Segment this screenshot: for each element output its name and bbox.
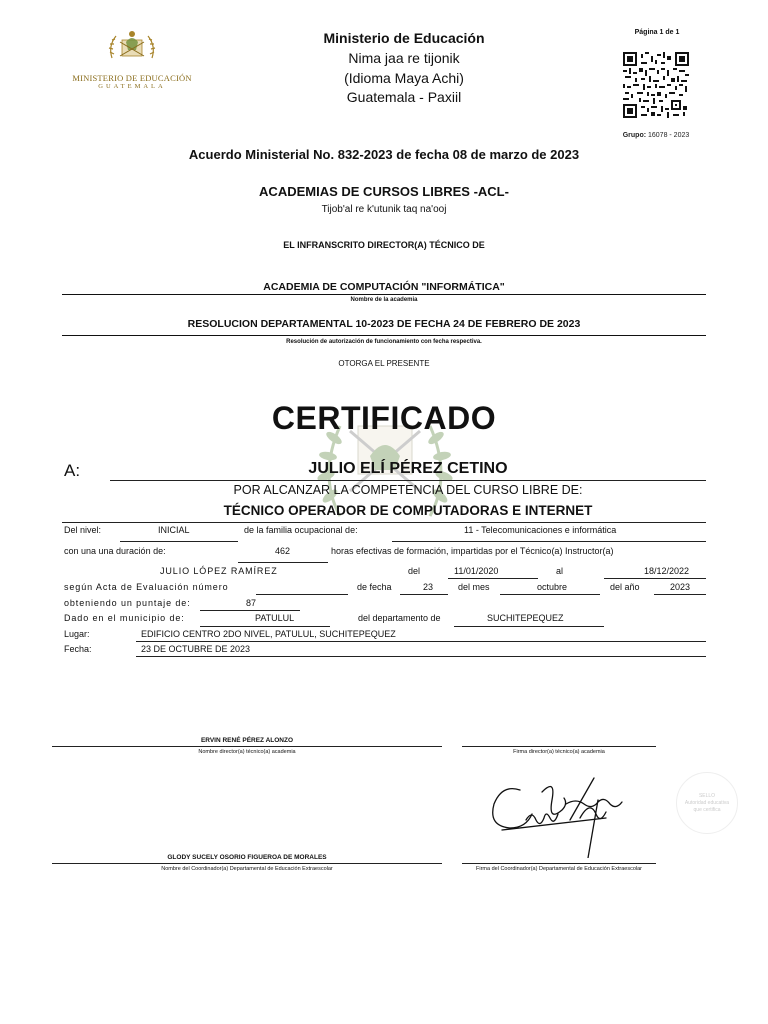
year-underline [654,594,706,595]
coordinator-signature [482,770,642,858]
month-label: del mes [458,582,490,592]
stamp-line-3: que certifica [693,807,721,813]
logo-title: MINISTERIO DE EDUCACIÓN [72,73,192,83]
year-label: del año [610,582,640,592]
issue-date-underline [136,656,706,657]
level-value: INICIAL [158,525,190,535]
group-value: 16078 - 2023 [648,132,690,139]
coordinator-signature-label: Firma del Coordinador(a) Departamental de Educación Extraescolar [476,866,642,872]
year-value: 2023 [670,582,691,592]
duration-value: 462 [275,546,291,556]
municipality-underline [200,626,330,627]
issue-date-value: 23 DE OCTUBRE DE 2023 [141,644,251,654]
stamp-line-2: Autoridad educativa [684,800,730,806]
ministry-title: Ministerio de Educación [323,30,485,46]
place-underline [136,641,706,642]
academy-name: ACADEMIA DE COMPUTACIÓN "INFORMÁTICA" [263,281,505,293]
score-underline [200,610,300,611]
month-underline [500,594,600,595]
resolution-label: Resolución de autorización de funcionamiento con fecha respectiva. [286,339,482,345]
evaluation-act-label: según Acta de Evaluación número [64,582,229,592]
header-line-1: Nima jaa re tijonik [348,50,460,66]
score-value: 87 [246,598,257,608]
recipient-underline [110,480,706,481]
achievement-text: POR ALCANZAR LA COMPETENCIA DEL CURSO LIBRE DE: [233,483,583,497]
director-name: ERVIN RENÉ PÉREZ ALONZO [200,737,294,744]
ministry-logo [68,28,196,88]
municipality-label: Dado en el municipio de: [64,613,185,623]
family-label: de la familia ocupacional de: [244,525,358,535]
department-underline [454,626,604,627]
academy-name-underline [62,294,706,295]
stamp-line-1: SELLO [698,793,716,799]
grants-text: OTORGA EL PRESENTE [338,359,430,368]
issue-date-label: Fecha: [64,644,92,654]
to-date: 18/12/2022 [644,566,690,576]
date-label: de fecha [357,582,392,592]
coordinator-name: GLODY SUCELY OSORIO FIGUEROA DE MORALES [167,854,327,861]
ministerial-agreement: Acuerdo Ministerial No. 832-2023 de fecha 08 de marzo de 2023 [188,147,580,162]
header-line-2: (Idioma Maya Achi) [344,70,464,86]
to-label: al [556,566,564,576]
header-line-3: Guatemala - Paxiil [346,89,462,105]
place-value: EDIFICIO CENTRO 2DO NIVEL, PATULUL, SUCHITEPEQUEZ [141,629,396,639]
department-value: SUCHITEPEQUEZ [487,613,564,623]
from-date-underline [448,578,538,579]
director-signature-label: Firma director(a) técnico(a) academia [513,749,605,755]
from-date: 11/01/2020 [454,566,499,576]
month-value: octubre [537,582,568,592]
resolution: RESOLUCION DEPARTAMENTAL 10-2023 DE FECHA 24 DE FEBRERO DE 2023 [187,318,581,330]
municipality-value: PATULUL [255,613,295,623]
qr-code-icon[interactable] [623,52,689,118]
coordinator-signature-line [462,863,656,864]
duration-label: con una una duración de: [64,546,166,556]
course-underline [62,522,706,523]
recipient-name: JULIO ELÍ PÉREZ CETINO [308,460,508,477]
resolution-underline [62,335,706,336]
from-label: del [408,566,421,576]
director-name-line [52,746,442,747]
level-label: Del nivel: [64,525,102,535]
day-underline [400,594,448,595]
official-stamp [676,772,738,834]
group-label: Grupo: [622,132,647,139]
certificate-title: CERTIFICADO [271,400,497,436]
to-date-underline [604,578,706,579]
score-label: obteniendo un puntaje de: [64,598,191,608]
duration-underline [238,562,328,563]
place-label: Lugar: [64,629,90,639]
instructor-name: JULIO LÓPEZ RAMÍREZ [160,566,278,576]
academies-title: ACADEMIAS DE CURSOS LIBRES -ACL- [259,184,509,199]
coordinator-name-label: Nombre del Coordinador(a) Departamental de Educación Extraescolar [161,866,333,872]
coat-of-arms-icon [68,28,196,68]
family-underline [392,541,706,542]
day-value: 23 [423,582,434,592]
level-underline [120,541,238,542]
director-name-label: Nombre director(a) técnico(a) academia [198,749,296,755]
group-number [606,132,706,139]
department-label: del departamento de [358,613,441,623]
academies-subtitle: Tijob'al re k'utunik taq na'ooj [321,204,447,215]
hours-label: horas efectivas de formación, impartidas por el Técnico(a) Instructor(a) [331,546,614,556]
course-name: TÉCNICO OPERADOR DE COMPUTADORAS E INTERNET [223,503,593,518]
recipient-label: A: [64,461,81,480]
director-intro: EL INFRANSCRITO DIRECTOR(A) TÉCNICO DE [283,240,485,250]
academy-name-label: Nombre de la academia [350,297,418,303]
coordinator-name-line [52,863,442,864]
evaluation-act-underline [256,594,348,595]
family-value: 11 - Telecomunicaciones e informática [464,525,617,535]
director-signature-line [462,746,656,747]
page-count: Página 1 de 1 [634,29,680,36]
logo-subtitle: GUATEMALA [98,83,166,90]
